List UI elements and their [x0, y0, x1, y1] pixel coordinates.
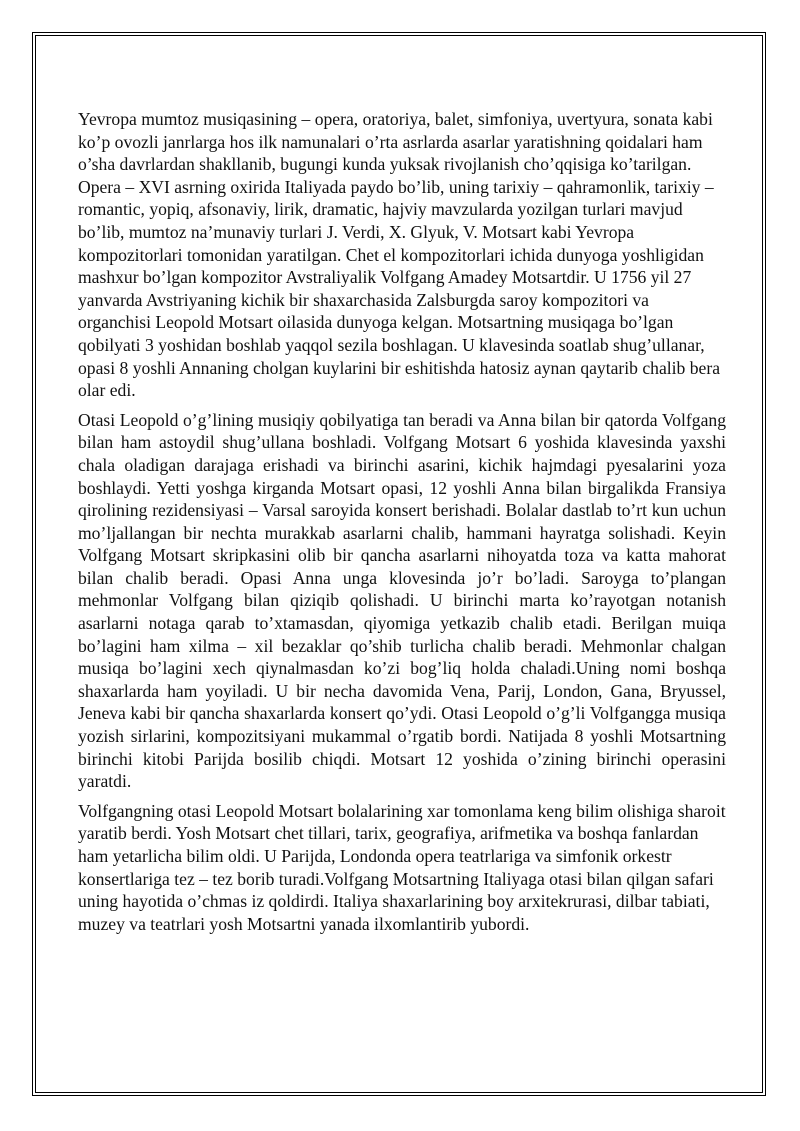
document-body [78, 108, 726, 935]
paragraph-opera: Opera – XVI asrning oxirida Italiyada paydo bo’lib, uning tarixiy – qahramonlik, tarixiy – romantic, yopiq, afsonaviy, lirik, dramatic, hajviy mavzularda yozilgan turlari mavjud bo’lib, mumtoz na’munaviy turlari J. Verdi, X. Glyuk, V. Motsart kabi Yevropa kompozitorlari tomonidan yaratilgan. Chet el kompozitorlari ichida dunyoga yoshligidan mashxur bo’lgan kompozitor Avstraliyalik Volfgang Amadey Motsartdir. U 1756 yil 27 yanvarda Avstriyaning kichik bir shaxarchasida Zalsburgda saroy kompozitori va organchisi Leopold Motsart oilasida dunyoga kelgan. Motsartning musiqaga bo’lgan qobilyati 3 yoshidan boshlab yaqqol sezila boshlagan. U klavesinda soatlab shug’ullanar, opasi 8 yoshli Annaning cholgan kuylarini bir eshitishda hatosiz aynan qaytarib chalib bera olar edi. [78, 176, 721, 401]
paragraph-leopold: Otasi Leopold o’g’lining musiqiy qobilyatiga tan beradi va Anna bilan bir qatorda Volfgang bilan ham astoydil shug’ullana boshladi. Volfgang Motsart 6 yoshida klavesinda yaxshi chala oladigan darajaga erishadi va birinchi asarini, kichik hajmdagi pyesalarini yoza boshlaydi. Yetti yoshga kirganda Motsart opasi, 12 yoshli Anna bilan birgalikda Fransiya qirolining rezidensiyasi – Varsal saroyida konsert berishadi. Bolalar dastlab to’rt kun uchun mo’ljallangan bir nechta murakkab asarlarni chalib, hammani hayratga solishadi. Keyin Volfgang Motsart skripkasini olib bir qancha asarlarni nihoyatda toza va katta mahorat bilan chalib beradi. Opasi Anna unga klovesinda jo’r bo’ladi. Saroyga to’plangan mehmonlar Volfgang bilan qiziqib qolishadi. U birinchi marta ko’rayotgan notanish asarlarni notaga qarab to’xtamasdan, qiyomiga yetkazib chalib etadi. Berilgan muiqa bo’lagini ham xilma – xil bezaklar qo’shib turlicha chalib beradi. Mehmonlar chalgan musiqa bo’lagini xech qiynalmasdan ko’zi bog’liq holda chaladi.Uning nomi boshqa shaxarlarda ham yoyiladi. U bir necha davomida Vena, Parij, London, Gana, Bryussel, Jeneva kabi bir qancha shaxarlarda konsert qo’ydi. Otasi Leopold o’g’li Volfgangga musiqa yozish sirlarini, kompozitsiyani mukammal o’rgatib bordi. Natijada 8 yoshli Motsartning birinchi kitobi Parijda bosilib chiqdi. Motsart 12 yoshida o’zining birinchi operasini yaratdi. [78, 409, 726, 792]
paragraph-intro: Yevropa mumtoz musiqasining – opera, oratoriya, balet, simfoniya, uvertyura, sonata kabi ko’p ovozli janrlarga hos ilk namunalari o’rta asrlarda asarlar yaratishning qoidalari ham o’sha davrlardan shakllanib, bugungi kunda yuksak rivojlanish cho’qqisiga ko’tarilgan. [78, 109, 713, 175]
paragraph-education: Volfgangning otasi Leopold Motsart bolalarining xar tomonlama keng bilim olishiga sharoit yaratib berdi. Yosh Motsart chet tillari, tarix, geografiya, arifmetika va boshqa fanlardan ham yetarlicha bilim oldi. U Parijda, Londonda opera teatrlariga va simfonik orkestr konsertlariga tez – tez borib turadi.Volfgang Motsartning Italiyaga otasi bilan qilgan safari uning hayotida o’chmas iz qoldirdi. Italiya shaxarlarining boy arxitekrurasi, dilbar tabiati, muzey va teatrlari yosh Motsartni yanada ilxomlantirib yubordi. [78, 800, 726, 934]
